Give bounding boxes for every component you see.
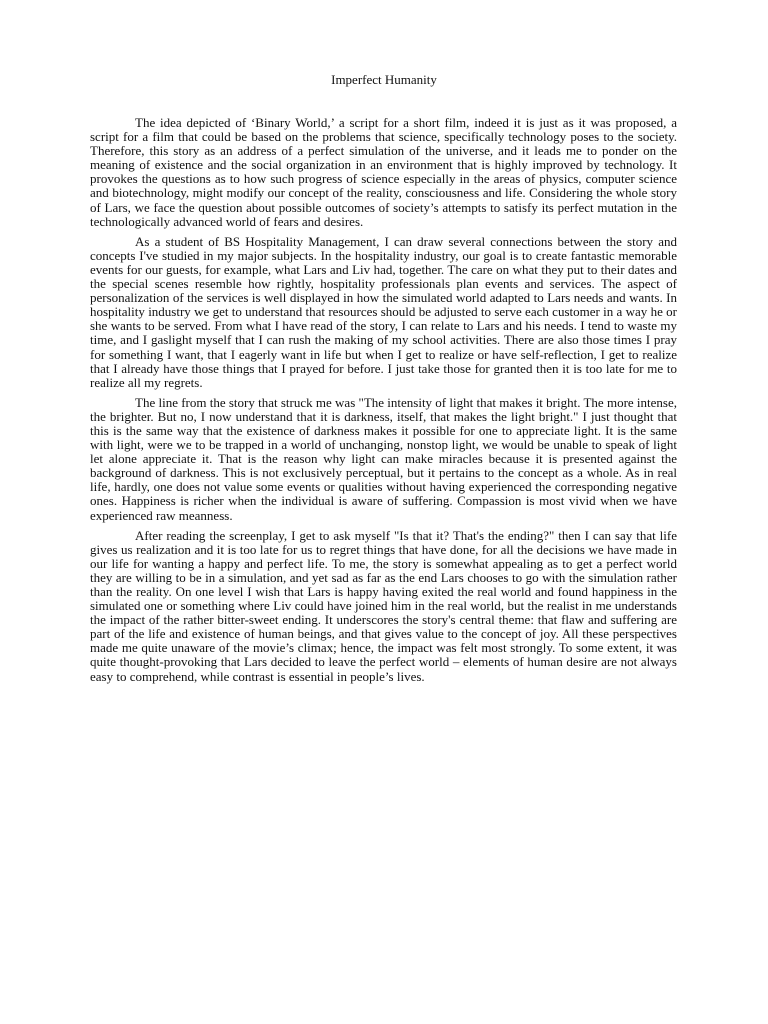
paragraph: After reading the screenplay, I get to ask myself "Is that it? That's the ending?" then I can say that life gives us realization and it is too late for us to regret things that have done, for all the decisions we have made in our life for wanting a happy and perfect life. To me, the story is somewhat appealing as to get a perfect world they are willing to be in a simulation, and yet sad as far as the end Lars chooses to go with the simulation rather than the reality. On one level I wish that Lars is happy having exited the real world and found happiness in the simulated one or something where Liv could have joined him in the real world, but the realist in me understands the impact of the rather bitter-sweet ending. It underscores the story's central theme: that flaw and suffering are part of the life and existence of human beings, and that gives value to the concept of joy. All these perspectives made me quite unaware of the movie’s climax; hence, the impact was felt most strongly. To some extent, it was quite thought-provoking that Lars decided to leave the perfect world – elements of human desire are not always easy to comprehend, while contrast is essential in people’s lives. [90, 527, 677, 684]
document-body [90, 116, 677, 690]
paragraph: The idea depicted of ‘Binary World,’ a script for a short film, indeed it is just as it was proposed, a script for a film that could be based on the problems that science, specifically technology poses to the society. Therefore, this story as an address of a perfect simulation of the universe, and it leads me to ponder on the meaning of existence and the social organization in an environment that is highly improved by technology. It provokes the questions as to how such progress of science especially in the areas of physics, computer science and biotechnology, might modify our concept of the reality, consciousness and life. Considering the whole story of Lars, we face the question about possible outcomes of society’s attempts to satisfy its perfect mutation in the technologically advanced world of fears and desires. [90, 115, 677, 229]
paragraph: The line from the story that struck me was "The intensity of light that makes it bright. The more intense, the brighter. But no, I now understand that it is darkness, itself, that makes the light bright." I just thought that this is the same way that the existence of darkness makes it possible for one to appreciate light. It is the same with light, were we to be trapped in a world of unchanging, nonstop light, we would be unable to speak of light let alone appreciate it. That is the reason why light can make miracles because it is presented against the background of darkness. This is not exclusively perceptual, but it pertains to the concept as a whole. As in real life, hardly, one does not value some events or qualities without having experienced the corresponding negative ones. Happiness is richer when the individual is aware of suffering. Compassion is most vivid when we have experienced raw meanness. [90, 394, 677, 523]
document-title: Imperfect Humanity [331, 72, 437, 87]
paragraph: As a student of BS Hospitality Management, I can draw several connections between the story and concepts I've studied in my major subjects. In the hospitality industry, our goal is to create fantastic memorable events for our guests, for example, what Lars and Liv had, together. The care on what they put to their dates and the special scenes resemble how rightly, hospitality professionals plan events and services. The aspect of personalization of the services is well displayed in how the simulated world adapted to Lars needs and wants. In hospitality industry we get to understand that resources should be adjusted to serve each customer in a way he or she wants to be served. From what I have read of the story, I can relate to Lars and his needs. I tend to waste my time, and I gaslight myself that I can rush the making of my school activities. There are also those times I pray for something I want, that I eagerly want in life but when I get to realize or have self-reflection, I get to realize that I already have those things that I prayed for before. I just take those for granted then it is too late for me to realize all my regrets. [90, 233, 677, 390]
